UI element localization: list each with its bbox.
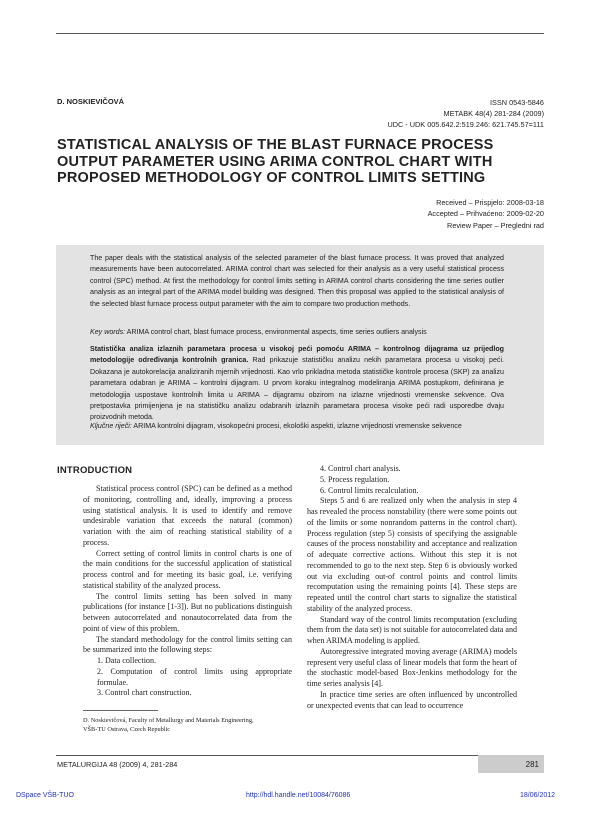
keywords-text: ARIMA control chart, blast furnace process, environmental aspects, time series outliers analysis [125,328,427,336]
title-line-3: PROPOSED METHODOLOGY OF CONTROL LIMITS SETTING [57,170,486,186]
paper-type: Review Paper – Pregledni rad [447,220,544,230]
keywords [90,327,504,338]
bottom-rule [56,755,544,756]
sazetak-text: Rad prikazuje statističku analizu nekih parametara procesa u visokoj peći. Dokazana je autokorelacija analiziranih mjernih vrijednosti. Kao vrlo prikladna metoda statističke kontrole procesa (SKP) za analizu parametara odabran je ARIMA – kontrolni dijagram. U prvom koraku integralnog modeliranja ARIMA postupkom, definirana je metodologija uspostave kontrolnih limita u ARIMA – dijagramu obzirom na izlazne vrijednosti vremenske sekvence. Ova pretpostavka primijenjena je na statističku analizu odabranih izlaznih parametara procesa visoke peći radi usporedbe dvaju proizvodnih metoda. [90,356,504,422]
footnote-line-1: D. Noskievičová, Faculty of Metallurgy and Materials Engineering, [83,717,254,724]
intro-paragraph-7: Autoregressive integrated moving average (ARIMA) models represent very useful class of linear models that form the heart of the stochastic model-based Box-Jenkins methodology for the time series analysis [4]. [307,646,517,688]
page-number: 281 [525,760,539,769]
intro-paragraph-6: Standard way of the control limits recomputation (excluding them from the data set) is not suitable for autocorrelated data and when ARIMA modeling is applied. [307,614,517,645]
intro-paragraph-5: Steps 5 and 6 are realized only when the analysis in step 4 has revealed the process nonstability (there were some points out of the limits or some nonrandom patterns in the control chart). Process regulation (step 5) consists of specifying the assignable causes of the process nonstability and acceptance and realization of adequate corrective actions. Without this step it is not recommended to go to the next step. Step 6 is obviously worked out via excluding out-of control points and control limits recomputation using the remaining points [4]. These steps are repeated until the control chart starts to signalize the statistical stability of the analyzed process. [307,496,517,613]
kljucne-label: Ključne riječi: [90,422,132,430]
intro-paragraph-1: Statistical process control (SPC) can be defined as a method of monitoring, controlling and, ideally, improving a process using statistical analysis. It is used to identify and remove undesirable variation that exceeds the natural (common) variation with the aim of reaching statistical stability of a process. [83,484,292,547]
udc: UDC - UDK 005.642.2:519.246: 621.745.57=111 [387,120,544,130]
dates-block [428,197,544,231]
keywords-label: Key words: [90,328,126,336]
intro-paragraph-8: In practice time series are often influenced by uncontrolled or unexpected events that can lead to occurrence [307,689,517,710]
received-date: Received – Prispjelo: 2008-03-18 [436,198,544,207]
top-rule [56,33,544,34]
left-column [83,484,292,699]
paper-title [57,137,547,187]
kljucne-text: ARIMA kontrolni dijagram, visokopećni procesi, ekološki aspekti, izlazne vrijednosti vremenske sekvence [131,422,462,430]
accepted-date: Accepted – Prihvaćeno: 2009-02-20 [427,209,544,219]
sazetak-title: Statistička analiza izlaznih parametara procesa u visokoj peći pomoću ARIMA – kontrolnog dijagrama uz prijedlog metodologije određivanja kontrolnih granica. [90,345,504,365]
handle-link[interactable]: http://hdl.handle.net/10084/76086 [246,792,351,799]
abstract-text: The paper deals with the statistical analysis of the selected parameter of the blast furnace process. It was proved that analyzed measurements have been autocorrelated. ARIMA control chart was selected for their analysis as a very useful statistical process control (SPC) method. At first the methodology for control limits setting in ARIMA control charts considering the time series outlier analysis as an integral part of the ARIMA model building was designed. Then this proposal was applied to the statistical analysis of the selected blast furnace process output parameter with the aim to compare two production methods. [90,254,504,308]
footnote-line-2: VŠB-TU Ostrava, Czech Republic [83,726,171,733]
step-4: 4. Control chart analysis. [320,464,401,473]
issn: ISSN 0543-5846 [490,98,544,107]
sazetak [90,344,504,424]
footnote-rule [83,710,158,711]
intro-paragraph-4: The standard methodology for the control limits setting can be summarized into the following steps: [83,634,292,655]
intro-paragraph-2: Correct setting of control limits in control charts is one of the main conditions for the successful application of statistical process control and for meeting its basic goal, i.e. verifying statistical stability of the analyzed process. [83,548,292,590]
issn-block [387,97,544,131]
right-column [307,464,517,711]
dspace-label: DSpace VŠB-TUO [16,792,74,799]
step-5: 5. Process regulation. [320,474,390,484]
step-3: 3. Control chart construction. [97,688,192,698]
kljucne-rijeci [90,421,504,432]
dspace-date: 18/06/2012 [520,792,556,799]
metabk: METABK 48(4) 281-284 (2009) [443,109,544,119]
title-line-1: STATISTICAL ANALYSIS OF THE BLAST FURNACE PROCESS [57,137,494,153]
journal-footer: METALURGIJA 48 (2009) 4, 281-284 [57,760,178,769]
step-2: 2. Computation of control limits using appropriate formulae. [97,666,292,687]
step-1: 1. Data collection. [97,656,156,665]
author-footnote [83,716,303,734]
step-6: 6. Control limits recalculation. [320,485,419,495]
running-author: D. NOSKIEVIČOVÁ [57,97,125,106]
section-heading-introduction: INTRODUCTION [57,465,133,476]
title-line-2: OUTPUT PARAMETER USING ARIMA CONTROL CHART WITH [57,153,493,170]
intro-paragraph-3: The control limits setting has been solved in many publications (for instance [1-3]). But no publications distinguish between autocorrelated and nonautocorrelated data from the point of view of this problem. [83,591,292,633]
